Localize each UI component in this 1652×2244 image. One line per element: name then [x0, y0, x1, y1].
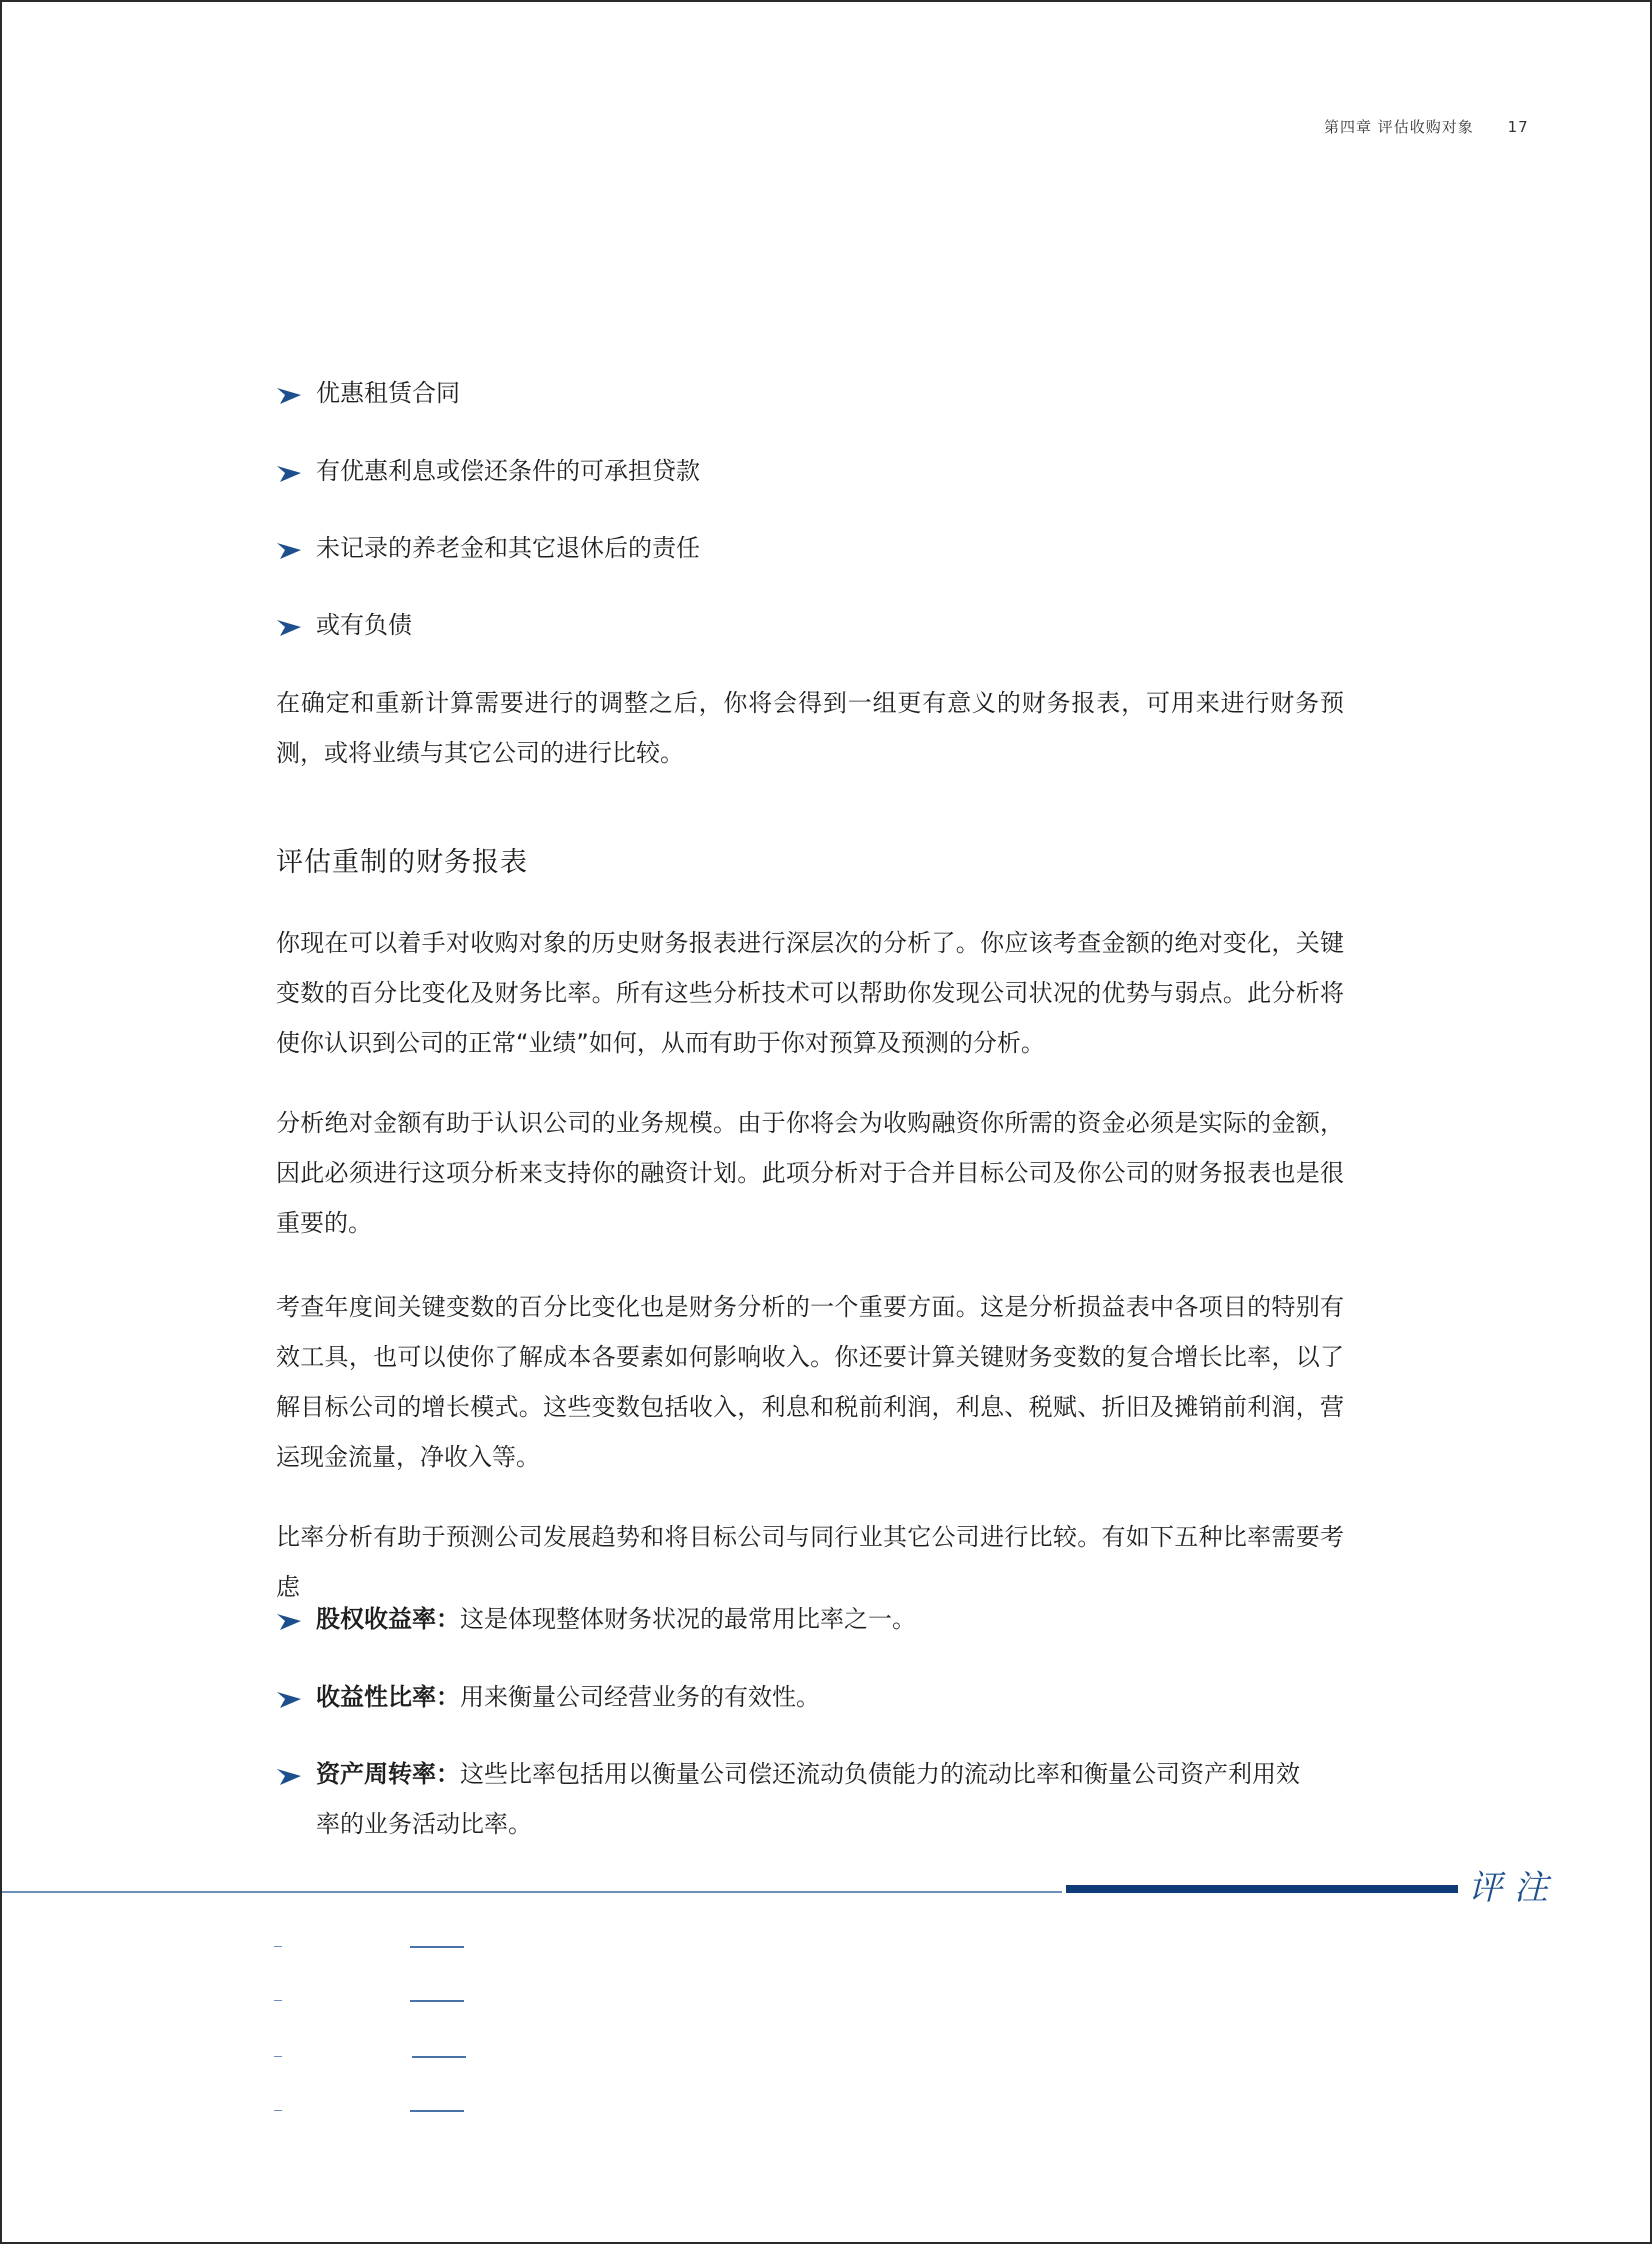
arrow-bullet-icon	[276, 612, 302, 638]
list-item	[276, 600, 1336, 650]
note-line	[274, 2056, 464, 2058]
arrow-bullet-icon	[276, 380, 302, 406]
paragraph: 比率分析有助于预测公司发展趋势和将目标公司与同行业其它公司进行比较。有如下五种比率需要考虑	[276, 1523, 1344, 1601]
list-item	[276, 1594, 1336, 1644]
list-item	[276, 1749, 1316, 1849]
ratio-term: 资产周转率：	[316, 1760, 460, 1788]
page-number: 17	[1507, 118, 1529, 136]
ratio-term: 收益性比率：	[316, 1683, 460, 1711]
list-item	[276, 446, 1336, 496]
arrow-bullet-icon	[276, 1684, 302, 1710]
chapter-title: 第四章 评估收购对象	[1324, 118, 1474, 136]
arrow-bullet-icon	[276, 458, 302, 484]
list-item-text: 有优惠利息或偿还条件的可承担贷款	[316, 457, 700, 485]
list-item	[276, 368, 1336, 418]
note-line	[274, 2110, 464, 2112]
paragraph: 在确定和重新计算需要进行的调整之后，你将会得到一组更有意义的财务报表，可用来进行财务预测，或将业绩与其它公司的进行比较。	[276, 689, 1344, 767]
ratio-description: 这是体现整体财务状况的最常用比率之一。	[460, 1605, 916, 1633]
note-line	[274, 1946, 464, 1948]
list-item-text: 未记录的养老金和其它退休后的责任	[316, 534, 700, 562]
list-item-text: 优惠租赁合同	[316, 379, 460, 407]
arrow-bullet-icon	[276, 535, 302, 561]
running-header	[1324, 116, 1529, 137]
arrow-bullet-icon	[276, 1761, 302, 1787]
notes-divider-thin	[2, 1891, 1062, 1893]
paragraph: 考查年度间关键变数的百分比变化也是财务分析的一个重要方面。这是分析损益表中各项目的特别有效工具，也可以使你了解成本各要素如何影响收入。你还要计算关键财务变数的复合增长比率，以了解目标公司的增长模式。这些变数包括收入，利息和税前利润，利息、税赋、折旧及摊销前利润，营运现金流量，净收入等。	[276, 1293, 1344, 1471]
list-item-text: 或有负债	[316, 611, 412, 639]
list-item	[276, 1672, 1336, 1722]
ratio-description: 用来衡量公司经营业务的有效性。	[460, 1683, 820, 1711]
ratio-description: 这些比率包括用以衡量公司偿还流动负债能力的流动比率和衡量公司资产利用效率的业务活动比率。	[316, 1760, 1300, 1838]
ratio-term: 股权收益率：	[316, 1605, 460, 1633]
paragraph: 你现在可以着手对收购对象的历史财务报表进行深层次的分析了。你应该考查金额的绝对变化，关键变数的百分比变化及财务比率。所有这些分析技术可以帮助你发现公司状况的优势与弱点。此分析将使你认识到公司的正常“业绩”如何，从而有助于你对预算及预测的分析。	[276, 929, 1344, 1057]
arrow-bullet-icon	[276, 1606, 302, 1632]
list-item	[276, 523, 1336, 573]
notes-divider-thick	[1066, 1885, 1458, 1893]
section-heading: 评估重制的财务报表	[276, 847, 528, 878]
note-line	[274, 2000, 464, 2002]
paragraph: 分析绝对金额有助于认识公司的业务规模。由于你将会为收购融资你所需的资金必须是实际的金额，因此必须进行这项分析来支持你的融资计划。此项分析对于合并目标公司及你公司的财务报表也是很重要的。	[276, 1109, 1344, 1237]
notes-label: 评注	[1468, 1868, 1560, 1908]
